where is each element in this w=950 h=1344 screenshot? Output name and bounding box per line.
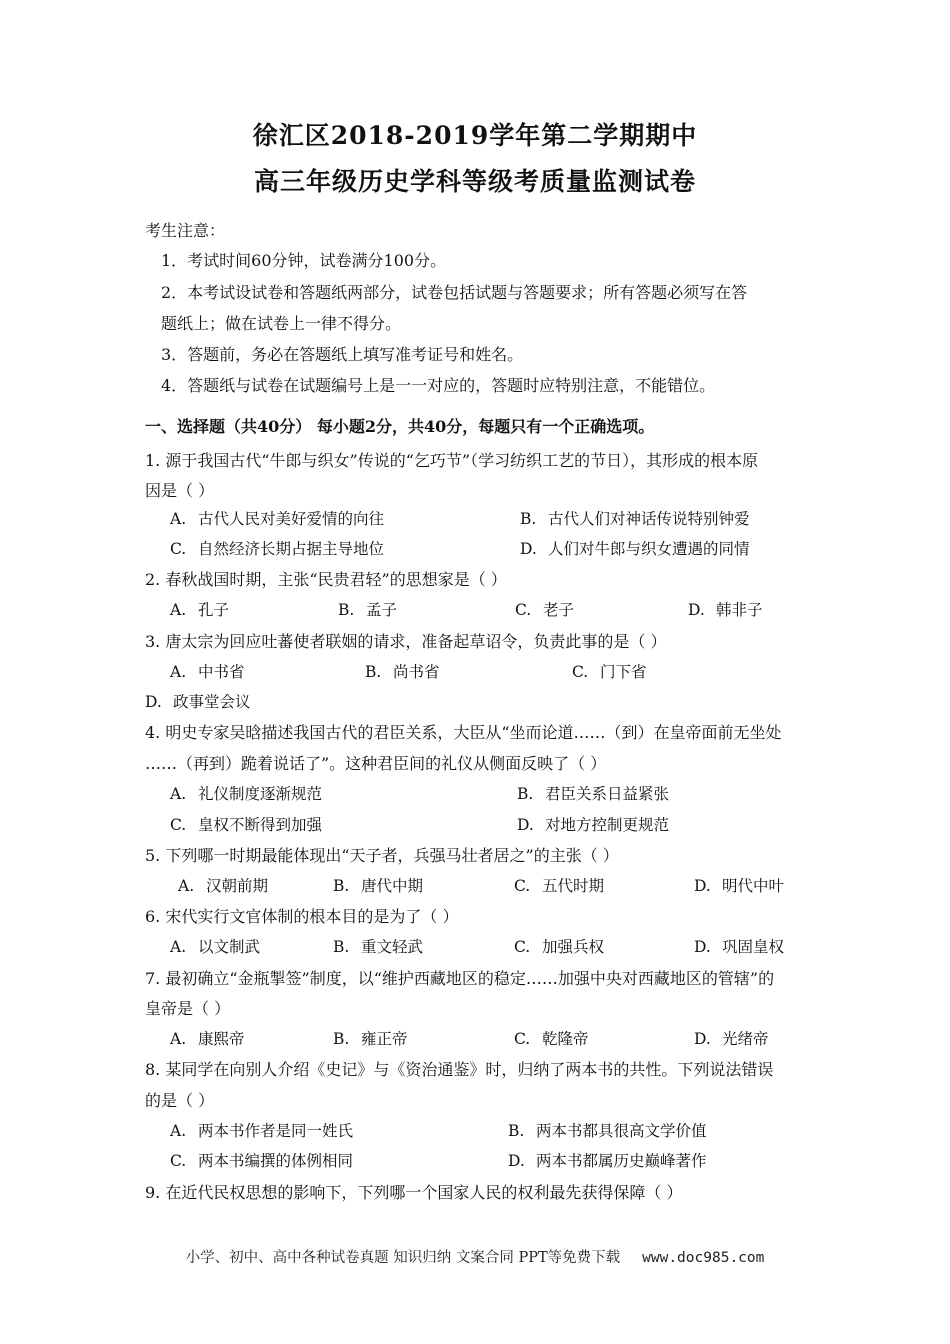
question-stem: 6. 宋代实行文官体制的根本目的是为了（ ） xyxy=(145,907,459,926)
notice-heading: 考生注意： xyxy=(145,221,226,240)
option-a: A. 古代人民对美好爱情的向往 xyxy=(170,510,385,528)
option-a: A. 两本书作者是同一姓氏 xyxy=(170,1122,354,1140)
notice-item: 题纸上；做在试卷上一律不得分。 xyxy=(161,314,402,333)
option-a: A. 孔子 xyxy=(170,601,230,619)
option-c: C. 皇权不断得到加强 xyxy=(170,816,323,834)
question-stem: 7. 最初确立“金瓶掣签”制度，以“维护西藏地区的稳定……加强中央对西藏地区的管辖”的 xyxy=(145,969,775,988)
question-stem: 2. 春秋战国时期，主张“民贵君轻”的思想家是（ ） xyxy=(145,570,507,589)
question-stem: 皇帝是（ ） xyxy=(145,999,231,1018)
option-b: B. 孟子 xyxy=(338,601,398,619)
option-b: B. 古代人们对神话传说特别钟爱 xyxy=(520,510,750,528)
question-stem: ……（再到）跪着说话了”。这种君臣间的礼仪从侧面反映了（ ） xyxy=(145,754,607,773)
notice-item: 2．本考试设试卷和答题纸两部分，试卷包括试题与答题要求；所有答题必须写在答 xyxy=(161,283,748,302)
option-d: D. 人们对牛郎与织女遭遇的同情 xyxy=(520,540,750,558)
footer-url[interactable]: www.doc985.com xyxy=(642,1250,765,1266)
option-d: D. 光绪帝 xyxy=(694,1030,769,1048)
option-c: C. 乾隆帝 xyxy=(514,1030,589,1048)
section-heading: 一、选择题（共40分） 每小题2分，共40分，每题只有一个正确选项。 xyxy=(145,417,655,436)
option-d: D. 明代中叶 xyxy=(694,877,785,895)
footer-text: 小学、初中、高中各种试卷真题 知识归纳 文案合同 PPT等免费下载 xyxy=(185,1250,621,1266)
option-d: D. 巩固皇权 xyxy=(694,938,785,956)
option-b: B. 君臣关系日益紧张 xyxy=(517,785,670,803)
option-c: C. 两本书编撰的体例相同 xyxy=(170,1152,354,1170)
option-c: C. 加强兵权 xyxy=(514,938,605,956)
option-b: B. 尚书省 xyxy=(365,663,440,681)
question-stem: 因是（ ） xyxy=(145,481,215,500)
option-d: D. 对地方控制更规范 xyxy=(517,816,670,834)
option-b: B. 唐代中期 xyxy=(333,877,424,895)
option-c: C. 老子 xyxy=(515,601,575,619)
option-b: B. 雍正帝 xyxy=(333,1030,408,1048)
option-d: D. 韩非子 xyxy=(688,601,763,619)
option-d: D. 政事堂会议 xyxy=(145,693,251,711)
option-a: A. 以文制武 xyxy=(170,938,261,956)
option-a: A. 中书省 xyxy=(170,663,245,681)
question-stem: 9. 在近代民权思想的影响下，下列哪一个国家人民的权利最先获得保障（ ） xyxy=(145,1183,683,1202)
notice-item: 4．答题纸与试卷在试题编号上是一一对应的，答题时应特别注意，不能错位。 xyxy=(161,376,716,395)
exam-title-line-1: 徐汇区2018-2019学年第二学期期中 xyxy=(252,121,698,150)
question-stem: 4. 明史专家吴晗描述我国古代的君臣关系，大臣从“坐而论道……（到）在皇帝面前无坐处 xyxy=(145,723,782,742)
option-b: B. 两本书都具很高文学价值 xyxy=(508,1122,707,1140)
option-a: A. 康熙帝 xyxy=(170,1030,245,1048)
option-c: C. 自然经济长期占据主导地位 xyxy=(170,540,385,558)
option-d: D. 两本书都属历史巅峰著作 xyxy=(508,1152,707,1170)
option-c: C. 五代时期 xyxy=(514,877,605,895)
question-stem: 1. 源于我国古代“牛郎与织女”传说的“乞巧节”（学习纺织工艺的节日），其形成的根本原 xyxy=(145,451,759,470)
option-c: C. 门下省 xyxy=(572,663,647,681)
option-a: A. 礼仪制度逐渐规范 xyxy=(170,785,323,803)
question-stem: 5. 下列哪一时期最能体现出“天子者，兵强马壮者居之”的主张（ ） xyxy=(145,846,619,865)
question-stem: 8. 某同学在向别人介绍《史记》与《资治通鉴》时，归纳了两本书的共性。下列说法错误 xyxy=(145,1060,774,1079)
option-a: A. 汉朝前期 xyxy=(178,877,269,895)
exam-title-line-2: 高三年级历史学科等级考质量监测试卷 xyxy=(253,167,696,196)
question-stem: 的是（ ） xyxy=(145,1091,215,1110)
question-stem: 3. 唐太宗为回应吐蕃使者联姻的请求，准备起草诏令，负责此事的是（ ） xyxy=(145,632,667,651)
notice-item: 1．考试时间60分钟，试卷满分100分。 xyxy=(161,251,447,270)
footer xyxy=(0,1246,950,1267)
notice-item: 3．答题前，务必在答题纸上填写准考证号和姓名。 xyxy=(161,345,524,364)
option-b: B. 重文轻武 xyxy=(333,938,424,956)
